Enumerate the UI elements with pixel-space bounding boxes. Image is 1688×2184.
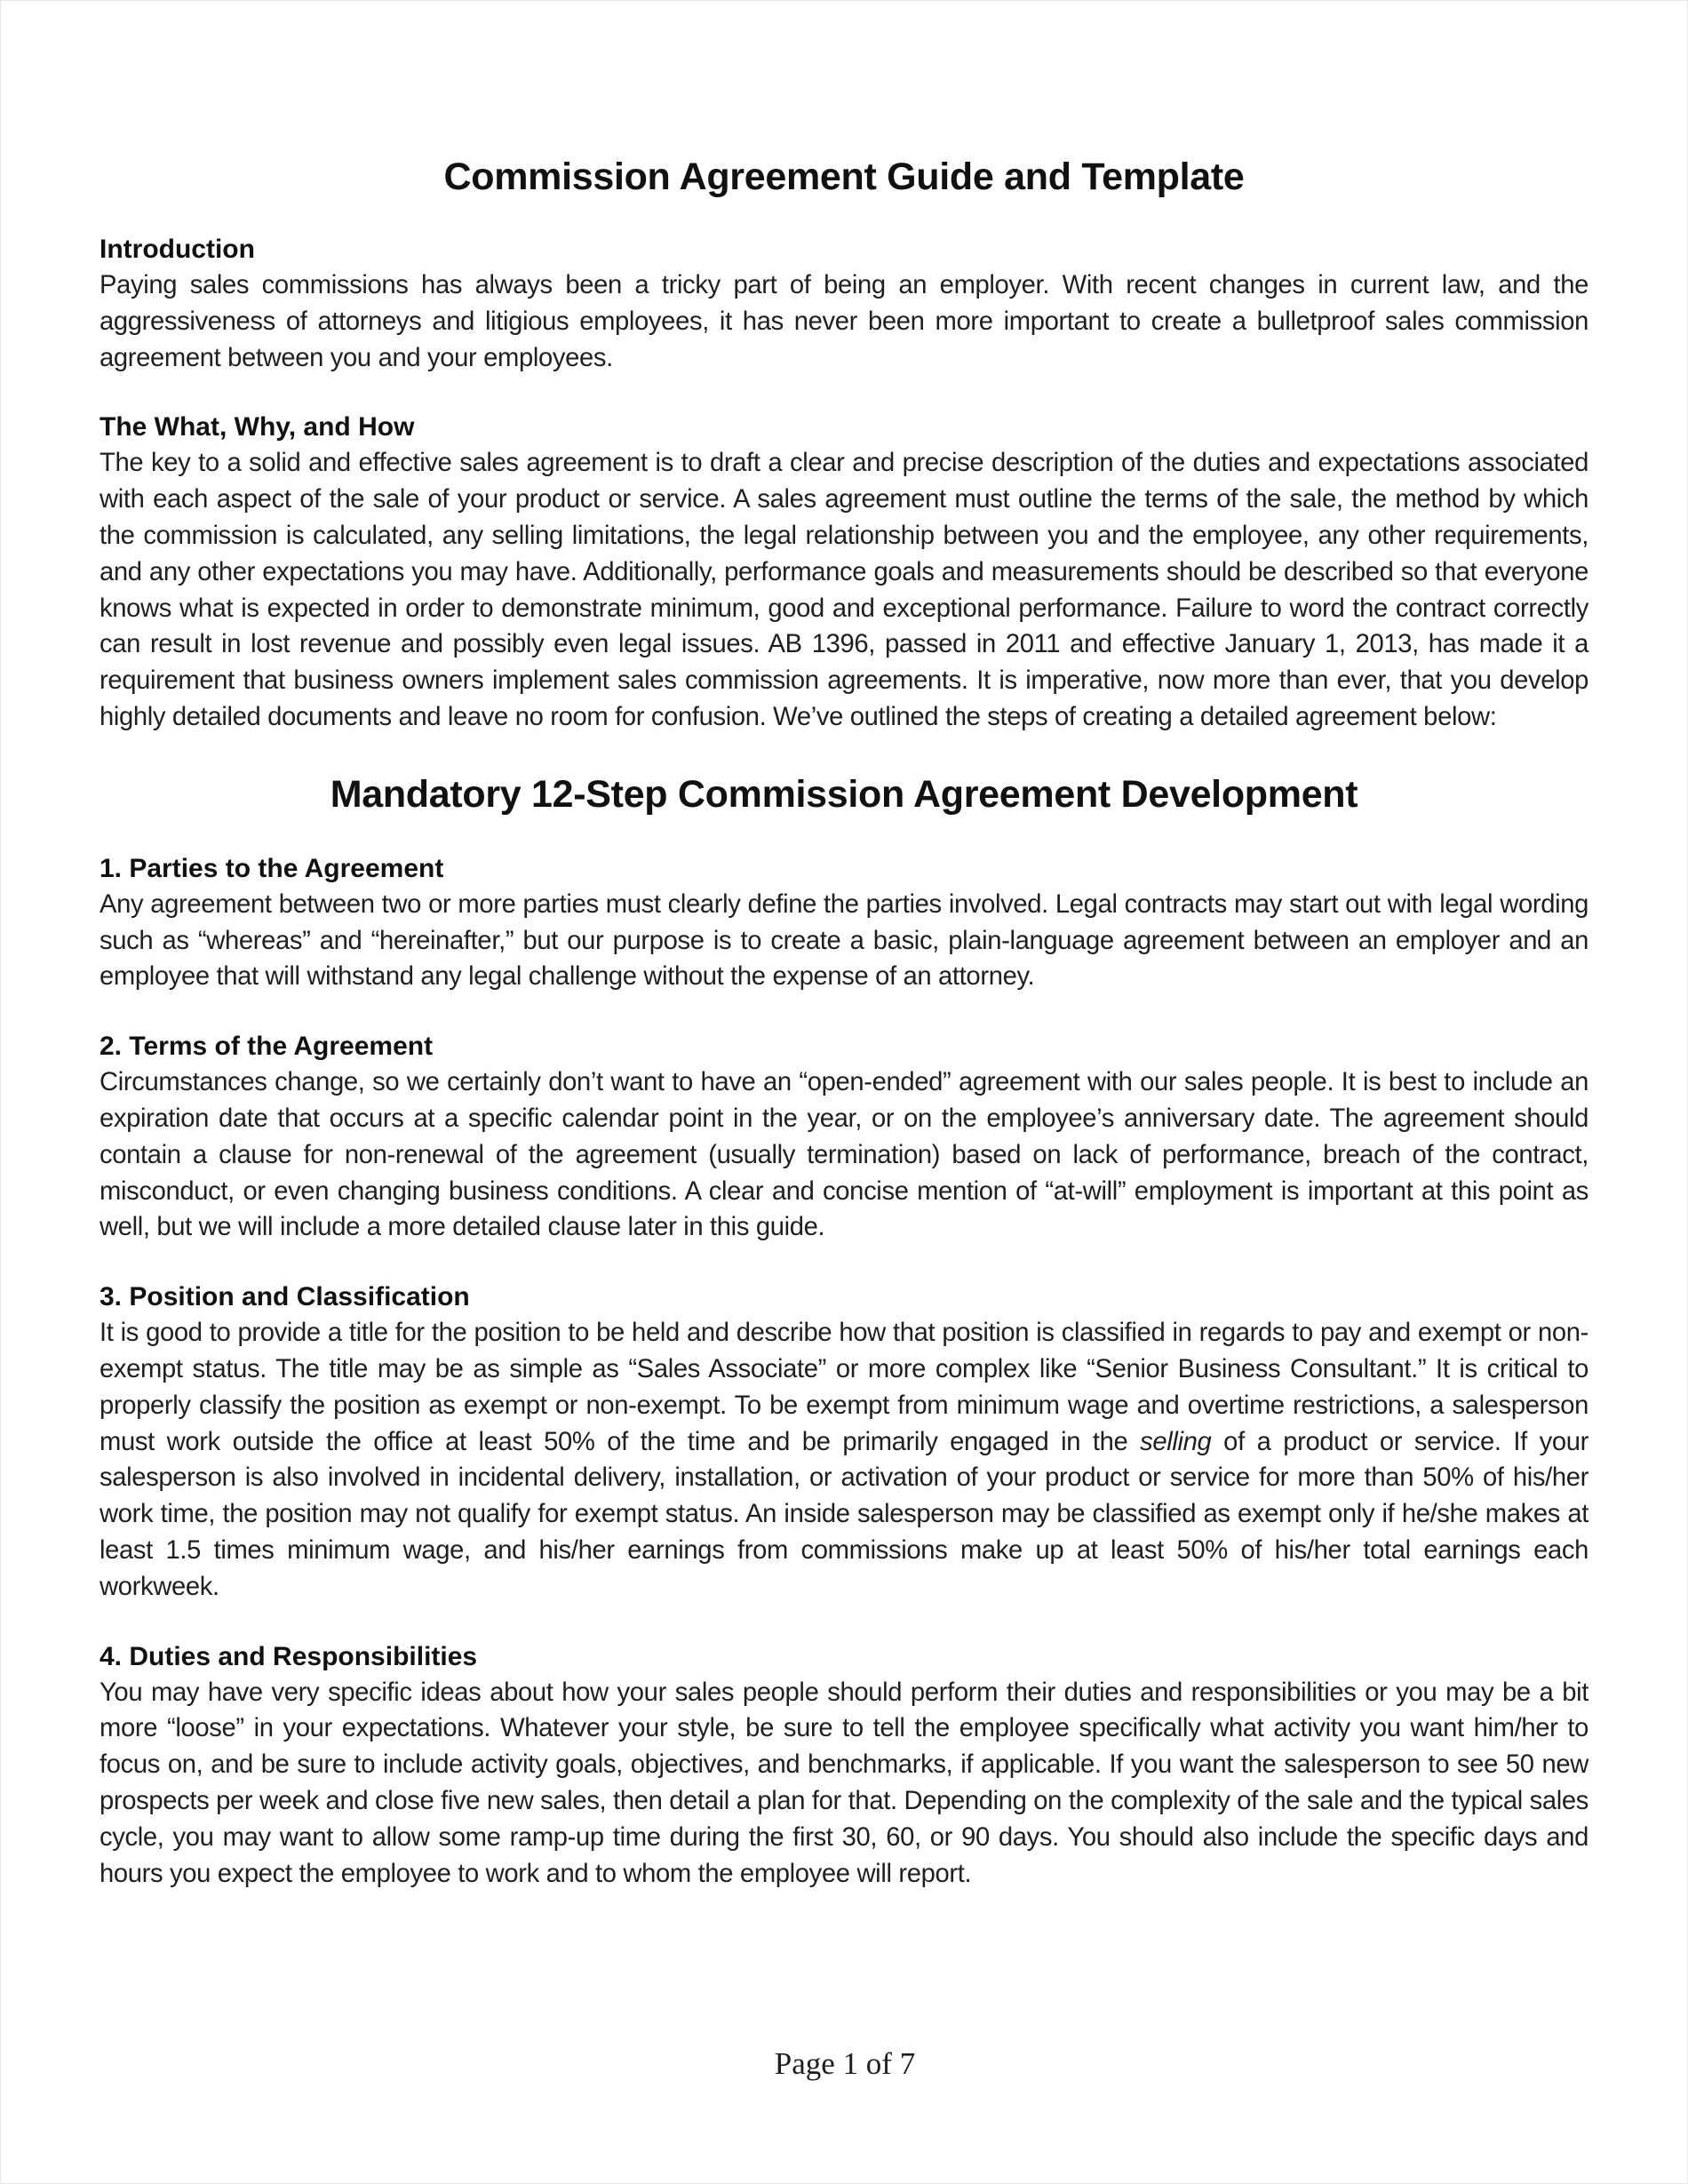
section-body: The key to a solid and effective sales agreement is to draft a clear and precise description of the duties and expectations associated with each aspect of the sale of your product or service. A sales agreement must outline the terms of the sale, the method by which the commission is calculated, any selling limitations, the legal relationship between you and the employee, any other requirements, and any other expectations you may have. Additionally, performance goals and measurements should be described so that everyone knows what is expected in order to demonstrate minimum, good and exceptional performance. Failure to word the contract correctly can result in lost revenue and possibly even legal issues. AB 1396, passed in 2011 and effective January 1, 2013, has made it a requirement that business owners implement sales commission agreements. It is imperative, now more than ever, that you develop highly detailed documents and leave no room for confusion. We’ve outlined the steps of creating a detailed agreement below: [100, 449, 1588, 731]
section-heading: 4. Duties and Responsibilities [100, 1641, 478, 1671]
body-text-segment: It is good to provide a title for the position to be held and describe how that position is classified in regards to pay and exempt or non-exempt status. The title may be as simple as “Sales Associate” or more complex like “Senior Business Consultant.” It is critical to properly classify the position as exempt or non-exempt. To be exempt from minimum wage and overtime restrictions, a salesperson must work outside the office at least 50% of the time and be primarily engaged in the [100, 1319, 1588, 1456]
section-heading: 2. Terms of the Agreement [100, 1032, 434, 1062]
section-step-2 [100, 1029, 1588, 1246]
section-step-4 [100, 1639, 1588, 1893]
section-heading: The What, Why, and How [100, 412, 415, 442]
section-introduction [100, 232, 1588, 376]
document-title: Commission Agreement Guide and Template [443, 155, 1245, 198]
section-body: Paying sales commissions has always been a tricky part of being an employer. With recent changes in current law, and the aggressiveness of attorneys and litigious employees, it has never been more important to create a bulletproof sales commission agreement between you and your employees. [100, 271, 1588, 372]
section-step-3 [100, 1279, 1588, 1605]
section-step-1 [100, 851, 1588, 995]
section-body [100, 1315, 1588, 1605]
italic-text-segment: selling [1140, 1427, 1212, 1456]
section-heading: 1. Parties to the Agreement [100, 853, 444, 883]
page-number: Page 1 of 7 [774, 2046, 916, 2081]
section-body: Any agreement between two or more parties must clearly define the parties involved. Legal contracts may start out with legal wording such as “whereas” and “hereinafter,” but our purpose is to create a basic, plain-language agreement between an employer and an employee that will withstand any legal challenge without the expense of an attorney. [100, 889, 1588, 992]
section-body: Circumstances change, so we certainly don’t want to have an “open-ended” agreement with our sales people. It is best to include an expiration date that occurs at a specific calendar point in the year, or on the employee’s anniversary date. The agreement should contain a clause for non-renewal of the agreement (usually termination) based on lack of performance, breach of the contract, misconduct, or even changing business conditions. A clear and concise mention of “at-will” employment is important at this point as well, but we will include a more detailed clause later in this guide. [100, 1068, 1588, 1242]
document-content [100, 152, 1588, 1925]
body-text-segment: of a product or service. If your salesperson is also involved in incidental delivery, installation, or activation of your product or service for more than 50% of his/her work time, the position may not qualify for exempt status. An inside salesperson may be classified as exempt only if he/she makes at least 1.5 times minimum wage, and his/her earnings from commissions make up at least 50% of his/her total earnings each workweek. [100, 1427, 1588, 1601]
section-body: You may have very specific ideas about how your sales people should perform their duties and responsibilities or you may be a bit more “loose” in your expectations. Whatever your style, be sure to tell the employee specifically what activity you want him/her to focus on, and be sure to include activity goals, objectives, and benchmarks, if applicable. If you want the salesperson to see 50 new prospects per week and close five new sales, then detail a plan for that. Depending on the complexity of the sale and the typical sales cycle, you may want to allow some ramp-up time during the first 30, 60, or 90 days. You should also include the specific days and hours you expect the employee to work and to whom the employee will report. [100, 1678, 1588, 1888]
section-heading: Introduction [100, 235, 255, 264]
steps-title: Mandatory 12-Step Commission Agreement Development [330, 772, 1358, 816]
section-what-why-how [100, 410, 1588, 735]
section-heading: 3. Position and Classification [100, 1282, 470, 1312]
